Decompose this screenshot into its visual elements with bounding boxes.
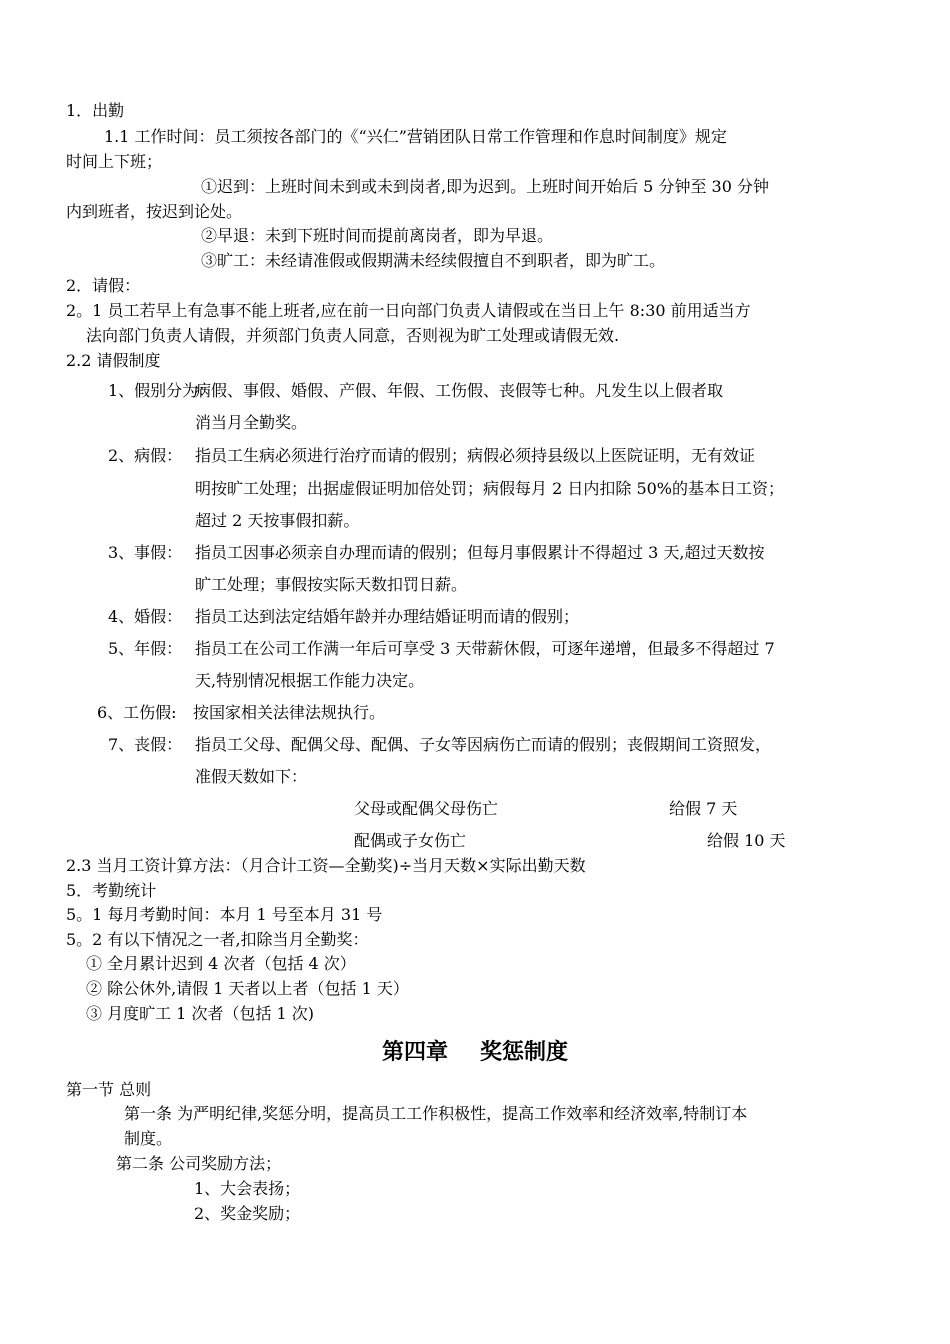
- leave-type-label: 4、婚假：: [108, 607, 183, 626]
- leave-type-text: 指员工达到法定结婚年龄并办理结婚证明而请的假别；: [195, 607, 580, 626]
- deduction-item: ③ 月度旷工 1 次者（包括 1 次): [86, 1004, 315, 1023]
- article-1-line-2: 制度。: [124, 1129, 173, 1148]
- section-2-heading: 2．请假：: [66, 276, 141, 295]
- leave-type-text: 消当月全勤奖。: [195, 413, 308, 432]
- early-leave-rule: ②早退：未到下班时间而提前离岗者，即为早退。: [201, 226, 554, 245]
- leave-system-heading: 2.2 请假制度: [66, 351, 161, 370]
- leave-type-text: 准假天数如下：: [195, 767, 308, 786]
- late-rule-line-2: 内到班者，按迟到论处。: [66, 202, 243, 221]
- leave-type-text: 按国家相关法律法规执行。: [193, 703, 386, 722]
- section-title: 第一节 总则: [66, 1080, 152, 1099]
- work-time-line-1: 1.1 工作时间：员工须按各部门的《“兴仁”营销团队日常工作管理和作息时间制度》规定: [104, 127, 727, 146]
- leave-type-text: 指员工在公司工作满一年后可享受 3 天带薪休假，可逐年递增，但最多不得超过 7: [195, 639, 775, 658]
- deduction-item: ① 全月累计迟到 4 次者（包括 4 次）: [86, 954, 356, 973]
- leave-type-text: 旷工处理；事假按实际天数扣罚日薪。: [195, 575, 468, 594]
- article-2: 第二条 公司奖励方法；: [116, 1154, 282, 1173]
- deduction-item: ② 除公休外,请假 1 天者以上者（包括 1 天）: [86, 979, 409, 998]
- chapter-title: [0, 1038, 950, 1068]
- attendance-period: 5。1 每月考勤时间：本月 1 号至本月 31 号: [66, 905, 383, 924]
- salary-formula: 2.3 当月工资计算方法：（月合计工资—全勤奖)÷当月天数×实际出勤天数: [66, 856, 586, 875]
- bereavement-case: 父母或配偶父母伤亡: [354, 799, 499, 818]
- leave-type-text: 天,特别情况根据工作能力决定。: [195, 671, 425, 690]
- reward-item: 2、奖金奖励；: [194, 1204, 301, 1223]
- work-time-line-2: 时间上下班；: [66, 152, 163, 171]
- chapter-name: 奖惩制度: [480, 1040, 569, 1065]
- leave-type-text: 指员工生病必须进行治疗而请的假别；病假必须持县级以上医院证明，无有效证: [195, 446, 756, 465]
- leave-request-rule-line-2: 法向部门负责人请假，并须部门负责人同意，否则视为旷工处理或请假无效.: [86, 326, 620, 345]
- late-rule-line-1: ①迟到：上班时间未到或未到岗者,即为迟到。上班时间开始后 5 分钟至 30 分钟: [201, 177, 769, 196]
- leave-type-label: 2、病假：: [108, 446, 183, 465]
- bereavement-days: 给假 7 天: [669, 799, 738, 818]
- leave-type-label: 5、年假：: [108, 639, 183, 658]
- section-1-heading: 1．出勤: [66, 101, 125, 120]
- leave-type-text: 明按旷工处理；出据虚假证明加倍处罚；病假每月 2 日内扣除 50%的基本日工资；: [195, 479, 785, 498]
- bereavement-days: 给假 10 天: [707, 831, 786, 850]
- leave-type-text: 指员工父母、配偶父母、配偶、子女等因病伤亡而请的假别；丧假期间工资照发，: [195, 735, 772, 754]
- leave-type-text: 指员工因事必须亲自办理而请的假别；但每月事假累计不得超过 3 天,超过天数按: [195, 543, 765, 562]
- leave-request-rule-line-1: 2。1 员工若早上有急事不能上班者,应在前一日向部门负责人请假或在当日上午 8:30 前用适当方: [66, 301, 751, 320]
- section-5-heading: 5．考勤统计: [66, 881, 157, 900]
- chapter-number: 第四章: [381, 1040, 448, 1065]
- leave-type-label: 7、丧假：: [108, 735, 183, 754]
- leave-type-text: 病假、事假、婚假、产假、年假、工伤假、丧假等七种。凡发生以上假者取: [195, 381, 724, 400]
- deduction-heading: 5。2 有以下情况之一者,扣除当月全勤奖：: [66, 930, 369, 949]
- article-1-line-1: 第一条 为严明纪律,奖惩分明，提高员工工作积极性，提高工作效率和经济效率,特制订本: [124, 1104, 748, 1123]
- leave-type-text: 超过 2 天按事假扣薪。: [195, 511, 360, 530]
- leave-type-label: 3、事假：: [108, 543, 183, 562]
- bereavement-case: 配偶或子女伤亡: [354, 831, 467, 850]
- leave-type-label: 6、工伤假:: [97, 703, 177, 722]
- reward-item: 1、大会表扬；: [194, 1179, 301, 1198]
- leave-type-label: 1、假别分为：: [108, 381, 215, 400]
- absence-rule: ③旷工：未经请准假或假期满未经续假擅自不到职者，即为旷工。: [201, 251, 666, 270]
